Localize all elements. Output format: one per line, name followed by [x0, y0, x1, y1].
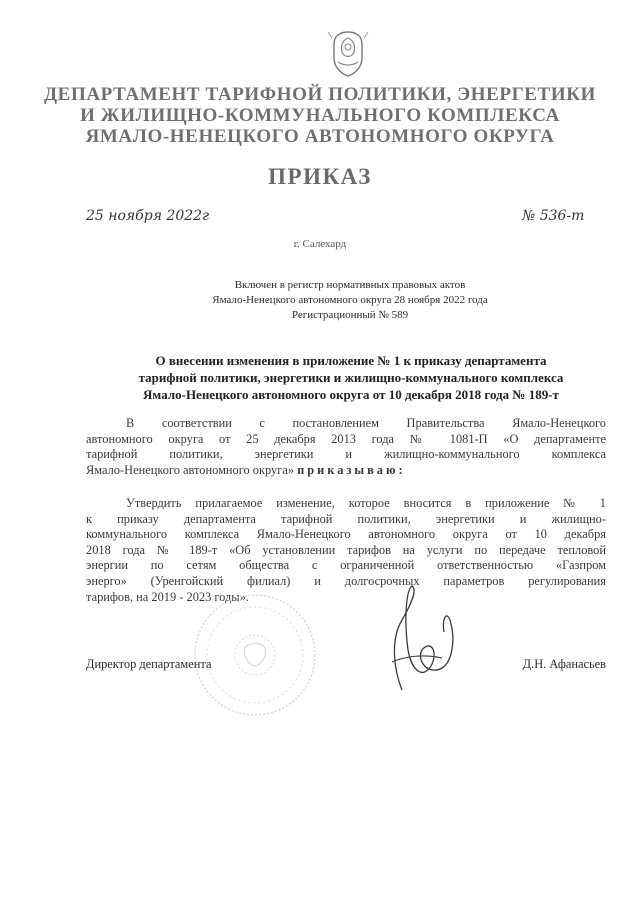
subject-line-2: тарифной политики, энергетики и жилищно-коммунального комплекса	[138, 370, 564, 385]
registry-line-3: Регистрационный № 589	[291, 309, 409, 321]
paragraph-order	[86, 496, 606, 605]
round-seal-icon	[190, 590, 320, 720]
paragraph-line: коммунального комплекса Ямало-Ненецкого автономного округа от 10 декабря	[86, 527, 606, 542]
order-word: приказываю:	[297, 462, 406, 477]
signatory-name: Д.Н. Афанасьев	[522, 657, 606, 671]
document-type: ПРИКАЗ	[268, 164, 372, 189]
order-subject	[96, 352, 606, 403]
paragraph-line: В соответствии с постановлением Правительства Ямало-Ненецкого	[126, 416, 606, 430]
registry-line-1: Включен в регистр нормативных правовых актов	[234, 279, 466, 291]
paragraph-line: к приказу департамента тарифной политики, энергетики и жилищно-	[86, 511, 606, 526]
paragraph-basis	[86, 416, 606, 478]
registry-line-2: Ямало-Ненецкого автономного округа 28 ноября 2022 года	[212, 294, 488, 306]
subject-line-1: О внесении изменения в приложение № 1 к приказу департамента	[155, 353, 547, 368]
paragraph-line: энерго» (Уренгойский филиал) и долгосрочных параметров регулирования	[86, 573, 606, 588]
order-number: № 536-т	[522, 208, 585, 224]
handwritten-signature-icon	[372, 580, 462, 700]
signatory-position: Директор департамента	[86, 657, 212, 671]
city: г. Салехард	[293, 238, 347, 250]
paragraph-line: автономного округа от 25 декабря 2013 года № 1081-П «О департаменте	[86, 431, 606, 446]
subject-line-3: Ямало-Ненецкого автономного округа от 10 декабря 2018 года № 189-т	[143, 387, 559, 402]
paragraph-line	[86, 463, 606, 479]
paragraph-line: тарифов, на 2019 - 2023 годы».	[86, 589, 249, 604]
paragraph-line: 2018 года № 189-т «Об установлении тарифов на услуги по передаче тепловой	[86, 542, 606, 557]
coat-of-arms-icon	[326, 28, 370, 78]
order-date: 25 ноября 2022г	[86, 208, 210, 224]
paragraph-line: энергии по сетям общества с ограниченной ответственностью «Газпром	[86, 558, 606, 573]
paragraph-line-prefix: Ямало-Ненецкого автономного округа»	[86, 462, 298, 477]
department-line-2: И ЖИЛИЩНО-КОММУНАЛЬНОГО КОМПЛЕКСА	[80, 105, 560, 126]
paragraph-line: тарифной политики, энергетики и жилищно-коммунального комплекса	[86, 447, 606, 462]
department-name	[20, 84, 620, 147]
department-line-3: ЯМАЛО-НЕНЕЦКОГО АВТОНОМНОГО ОКРУГА	[85, 126, 555, 147]
registry-note	[150, 278, 550, 323]
department-line-1: ДЕПАРТАМЕНТ ТАРИФНОЙ ПОЛИТИКИ, ЭНЕРГЕТИКИ	[44, 84, 596, 105]
paragraph-line: Утвердить прилагаемое изменение, которое вносится в приложение № 1	[126, 496, 606, 510]
